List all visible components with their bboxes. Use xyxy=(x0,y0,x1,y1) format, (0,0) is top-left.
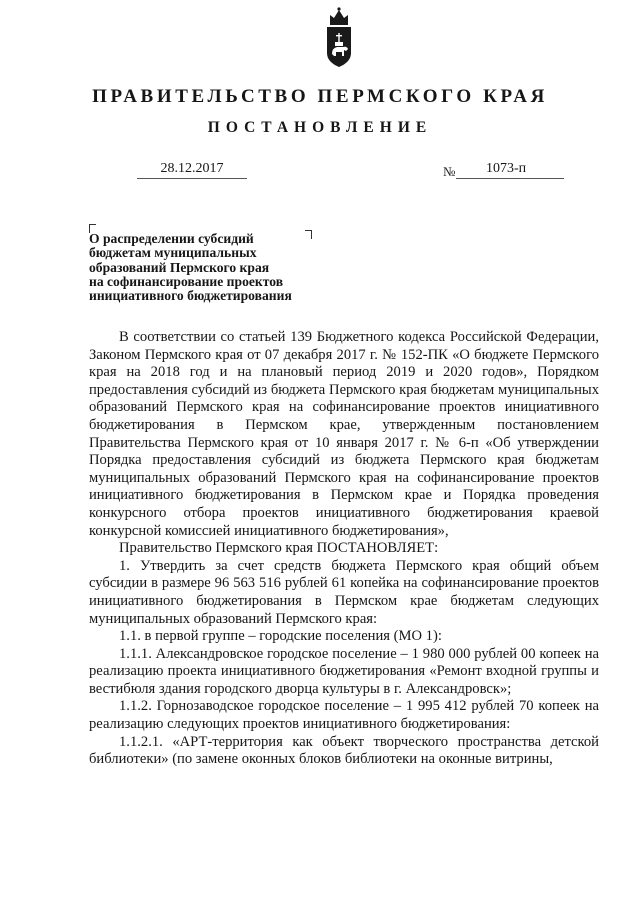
clause-1-1-2-1: 1.1.2.1. «АРТ-территория как объект творческого пространства детской библиотеки» (по замене оконных блоков библиотеки на оконные витрины, xyxy=(89,733,599,768)
document-date: 28.12.2017 xyxy=(160,161,224,176)
subject-line: бюджетам муниципальных xyxy=(89,245,257,261)
perm-krai-emblem xyxy=(324,6,354,68)
clause-1-1: 1.1. в первой группе – городские поселения (МО 1): xyxy=(119,628,442,645)
clause-1: 1. Утвердить за счет средств бюджета Пермского края общий объем субсидии в размере 96 563 516 рублей 61 копейка на софинансирование проектов инициативного бюджетирования в Пермском крае бюджетам следующих муниципальных образований Пермского края: xyxy=(89,557,599,627)
date-field xyxy=(137,161,247,179)
document-type: ПОСТАНОВЛЕНИЕ xyxy=(207,119,433,136)
document-body xyxy=(89,329,599,769)
clause-1-1-1: 1.1.1. Александровское городское поселение – 1 980 000 рублей 00 копеек на реализацию проекта инициативного бюджетирования «Ремонт входной группы и вестибюля здания городского дворца культуры в г. Александровск»; xyxy=(89,645,599,697)
number-sign: № xyxy=(443,164,456,179)
resolution-paragraph: Правительство Пермского края ПОСТАНОВЛЯЕТ: xyxy=(119,540,439,557)
number-underline xyxy=(456,178,564,179)
subject-line: на софинансирование проектов xyxy=(89,273,284,289)
number-field xyxy=(456,161,564,179)
government-title: ПРАВИТЕЛЬСТВО ПЕРМСКОГО КРАЯ xyxy=(92,86,548,107)
date-underline xyxy=(137,178,247,179)
preamble-paragraph: В соответствии со статьей 139 Бюджетного кодекса Российской Федерации, Законом Пермского края от 07 декабря 2017 г. № 152-ПК «О бюджете Пермского края на 2018 год и на плановый период 2019 и 2020 годов», Порядком предоставления субсидий из бюджета Пермского края бюджетам муниципальных образований Пермского края на софинансирование проектов инициативного бюджетирования в Пермском крае, утвержденным постановлением Правительства Пермского края от 10 января 2017 г. № 6-п «Об утверждении Порядка предоставления субсидий из бюджета Пермского края бюджетам муниципальных образований Пермского края на софинансирование проектов инициативного бюджетирования в Пермском крае и Порядка проведения конкурсного отбора проектов инициативного бюджетирования краевой конкурсной комиссией инициативного бюджетирования», xyxy=(89,329,599,539)
subject-line: инициативного бюджетирования xyxy=(89,288,292,304)
document-subject xyxy=(89,232,329,303)
subject-line: образований Пермского края xyxy=(89,259,270,275)
clause-1-1-2: 1.1.2. Горнозаводское городское поселение – 1 995 412 рублей 70 копеек на реализацию следующих проектов инициативного бюджетирования: xyxy=(89,698,599,733)
subject-line: О распределении субсидий xyxy=(89,231,254,246)
document-number: 1073-п xyxy=(486,161,527,176)
